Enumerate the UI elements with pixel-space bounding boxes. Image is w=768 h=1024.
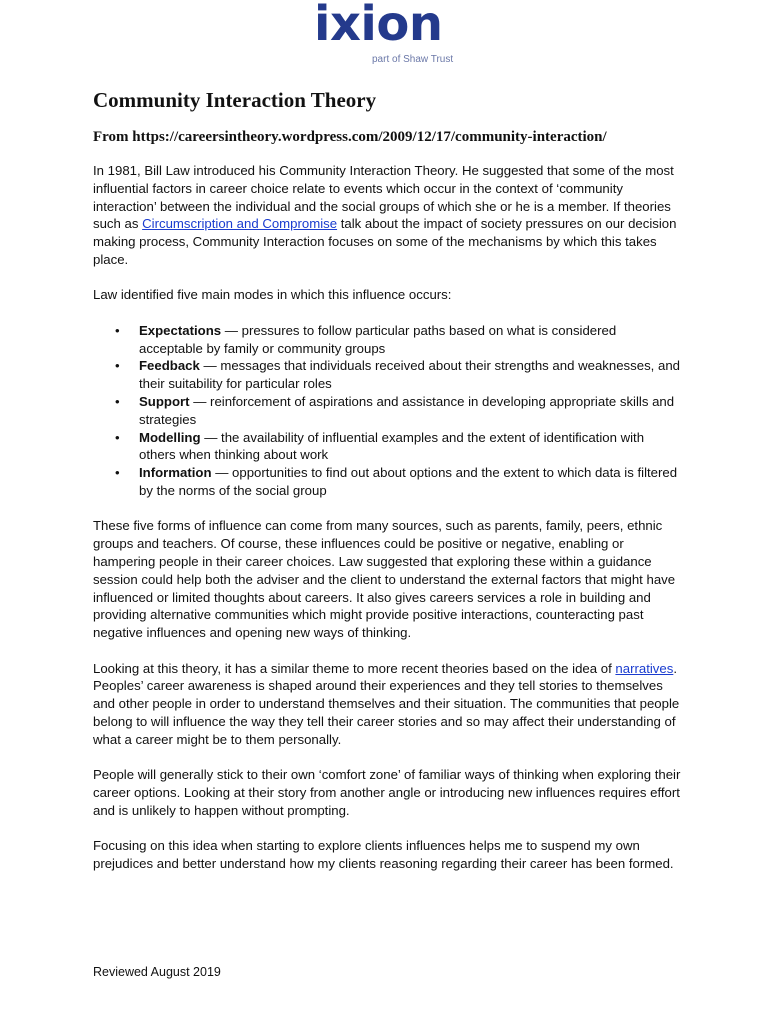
logo-wordmark: ixion xyxy=(314,0,443,52)
list-item xyxy=(93,429,683,465)
review-date: Reviewed August 2019 xyxy=(93,965,221,979)
logo-tagline: part of Shaw Trust xyxy=(372,54,454,65)
article-text xyxy=(93,162,683,890)
ixion-logo xyxy=(300,0,470,70)
narratives-link[interactable]: narratives xyxy=(615,660,674,676)
mode-term: Expectations xyxy=(139,322,222,338)
mode-term: Modelling xyxy=(139,429,201,445)
list-item xyxy=(93,464,683,500)
list-item xyxy=(93,357,683,393)
mode-text: — messages that individuals received about their strengths and weaknesses, and their suitability for particular roles xyxy=(139,358,680,392)
bullet-icon: • xyxy=(115,358,120,374)
bullet-icon: • xyxy=(115,393,120,409)
focus-paragraph: Focusing on this idea when starting to explore clients influences helps me to suspend my own prejudices and better understand how my clients reasoning regarding their career has been formed. xyxy=(93,838,674,871)
mode-term: Support xyxy=(139,393,190,409)
source-line: From https://careersintheory.wordpress.com/2009/12/17/community-interaction/ xyxy=(93,129,607,145)
bullet-icon: • xyxy=(115,465,120,481)
comfort-zone-paragraph: People will generally stick to their own ‘comfort zone’ of familiar ways of thinking when exploring their career options. Looking at their story from another angle or introducing new influences requires effort and is unlikely to happen without prompting. xyxy=(93,767,681,818)
bullet-icon: • xyxy=(115,322,120,338)
sources-paragraph: These five forms of influence can come from many sources, such as parents, family, peers, ethnic groups and teachers. Of course, these influences could be positive or negative, enabling or hampering people in their career choices. Law suggested that exploring these within a guidance session could help both the adviser and the client to understand the external factors that might have influenced or limited thoughts about careers. It also gives careers services a role in building and providing alternative communities which might provide positive interactions, counteracting past negative influences and opening new ways of thinking. xyxy=(93,518,676,641)
bullet-icon: • xyxy=(115,429,120,445)
narratives-paragraph: Looking at this theory, it has a similar theme to more recent theories based on the idea of narratives. Peoples’ career awareness is shaped around their experiences and they tell stories to themselves and other people in order to understand themselves and their situation. The communities that people belong to will influence the way they tell their career stories and so may affect their understanding of what a career might be to them personally. xyxy=(93,660,680,747)
circumscription-link[interactable]: Circumscription and Compromise xyxy=(142,216,338,232)
mode-text: — reinforcement of aspirations and assistance in developing appropriate skills and strategies xyxy=(139,393,675,427)
mode-text: — the availability of influential examples and the extent of identification with others when thinking about work xyxy=(139,429,645,463)
list-item xyxy=(93,322,683,358)
mode-term: Information xyxy=(139,465,212,481)
mode-text: — pressures to follow particular paths based on what is considered acceptable by family or community groups xyxy=(139,322,617,356)
modes-intro: Law identified five main modes in which this influence occurs: xyxy=(93,287,452,303)
mode-text: — opportunities to find out about options and the extent to which data is filtered by the norms of the social group xyxy=(139,465,678,498)
modes-list xyxy=(93,322,683,500)
mode-term: Feedback xyxy=(139,358,200,374)
intro-paragraph: In 1981, Bill Law introduced his Community Interaction Theory. He suggested that some of the most influential factors in career choice relate to events which occur in the context of ‘community interaction’ between the individual and the social groups of which she or he is a member. If theories such as Circumscription and Compromise talk about the impact of society pressures on our decision making process, Community Interaction focuses on some of the mechanisms by which this takes place. xyxy=(93,163,677,267)
list-item xyxy=(93,393,683,429)
page-title: Community Interaction Theory xyxy=(93,88,377,112)
